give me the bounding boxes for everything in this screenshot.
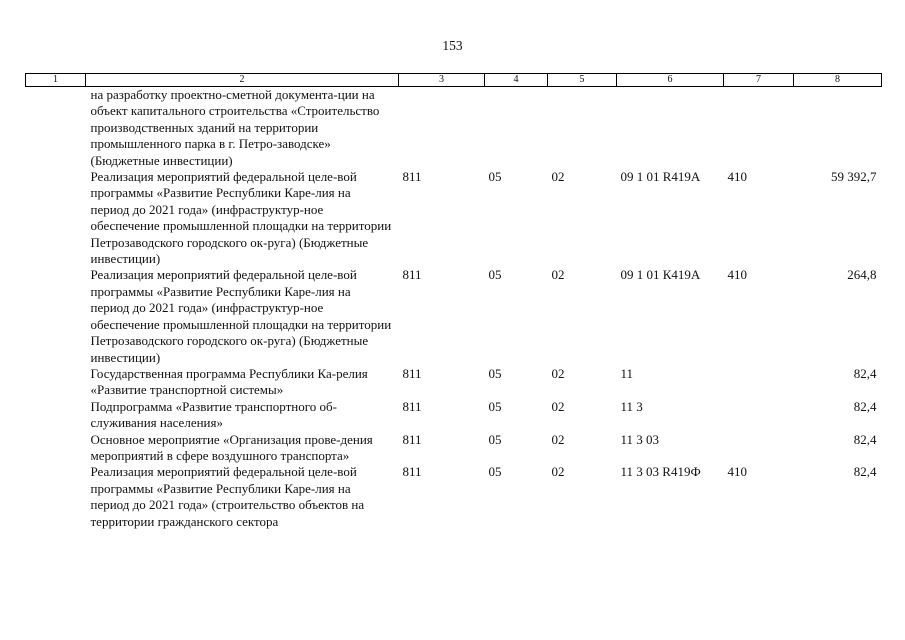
subsection-code-cell	[548, 87, 617, 170]
table-row	[26, 464, 882, 530]
column-number-header: 6	[617, 74, 724, 87]
row-number-cell	[26, 399, 86, 432]
column-number-header: 1	[26, 74, 86, 87]
section-code-cell: 05	[488, 464, 502, 480]
budget-table	[25, 73, 882, 530]
expense-name-cell: Государственная программа Республики Ка-релия «Развитие транспортной системы»	[90, 365, 368, 398]
department-code-cell	[399, 87, 485, 170]
expense-type-cell: 410	[727, 169, 747, 185]
table-row	[26, 87, 882, 170]
column-number-header: 3	[399, 74, 485, 87]
section-code-cell: 05	[488, 267, 502, 283]
expense-name-cell: Реализация мероприятий федеральной целе-вой программы «Развитие Республики Каре-лия на период до 2021 года» (инфраструктур-ное обеспечение промышленной площадки на территории Петрозаводского городского ок-руга) (Бюджетные инвестиции)	[90, 169, 392, 267]
target-article-cell: 11	[620, 365, 634, 381]
column-number-row	[26, 74, 882, 87]
target-article-cell: 11 3 03 R419Ф	[620, 464, 701, 480]
table-row	[26, 432, 882, 465]
subsection-code-cell: 02	[551, 431, 565, 447]
expense-name-cell: на разработку проектно-сметной документа-ции на объект капитального строительства «Строительство производственных зданий на территории промышленного парка в г. Петро-заводске» (Бюджетные инвестиции)	[90, 87, 380, 168]
amount-cell: 82,4	[853, 464, 877, 480]
target-article-cell	[617, 87, 724, 170]
department-code-cell: 811	[402, 365, 422, 381]
column-number-header: 5	[548, 74, 617, 87]
amount-cell: 82,4	[853, 365, 877, 381]
target-article-cell: 09 1 01 К419А	[620, 267, 701, 283]
row-number-cell	[26, 464, 86, 530]
row-number-cell	[26, 267, 86, 365]
expense-type-cell	[724, 432, 794, 465]
expense-name-cell: Основное мероприятие «Организация прове-дения мероприятий в сфере воздушного транспорта»	[90, 431, 373, 463]
expense-name-cell: Реализация мероприятий федеральной целе-вой программы «Развитие Республики Каре-лия на период до 2021 года» (инфраструктур-ное обеспечение промышленной площадки на территории Петрозаводского городского ок-руга) (Бюджетные инвестиции)	[90, 267, 392, 365]
subsection-code-cell: 02	[551, 398, 565, 414]
amount-cell	[794, 87, 882, 170]
row-number-cell	[26, 87, 86, 170]
amount-cell: 264,8	[847, 267, 877, 283]
table-row	[26, 169, 882, 267]
department-code-cell: 811	[402, 169, 422, 185]
subsection-code-cell: 02	[551, 365, 565, 381]
expense-type-cell: 410	[727, 464, 747, 480]
department-code-cell: 811	[402, 464, 422, 480]
table-row	[26, 366, 882, 399]
column-number-header: 2	[86, 74, 399, 87]
section-code-cell: 05	[488, 169, 502, 185]
column-number-header: 8	[794, 74, 882, 87]
subsection-code-cell: 02	[551, 267, 565, 283]
table-row	[26, 399, 882, 432]
department-code-cell: 811	[402, 431, 422, 447]
target-article-cell: 11 3	[620, 398, 643, 414]
section-code-cell: 05	[488, 365, 502, 381]
column-number-header: 4	[485, 74, 548, 87]
expense-type-cell	[724, 399, 794, 432]
expense-name-cell: Реализация мероприятий федеральной целе-вой программы «Развитие Республики Каре-лия на период до 2021 года» (строительство объектов на территории гражданского сектора	[90, 464, 365, 529]
row-number-cell	[26, 432, 86, 465]
target-article-cell: 11 3 03	[620, 431, 660, 447]
expense-type-cell	[724, 87, 794, 170]
department-code-cell: 811	[402, 267, 422, 283]
table-row	[26, 267, 882, 365]
expense-type-cell	[724, 366, 794, 399]
target-article-cell: 09 1 01 R419А	[620, 169, 701, 185]
section-code-cell	[485, 87, 548, 170]
subsection-code-cell: 02	[551, 169, 565, 185]
page-number: 153	[442, 38, 463, 53]
amount-cell: 59 392,7	[831, 169, 877, 185]
amount-cell: 82,4	[853, 398, 877, 414]
column-number-header: 7	[724, 74, 794, 87]
section-code-cell: 05	[488, 398, 502, 414]
section-code-cell: 05	[488, 431, 502, 447]
department-code-cell: 811	[402, 398, 422, 414]
subsection-code-cell: 02	[551, 464, 565, 480]
row-number-cell	[26, 169, 86, 267]
expense-name-cell: Подпрограмма «Развитие транспортного об-служивания населения»	[90, 398, 337, 431]
row-number-cell	[26, 366, 86, 399]
expense-type-cell: 410	[727, 267, 747, 283]
amount-cell: 82,4	[853, 431, 877, 447]
